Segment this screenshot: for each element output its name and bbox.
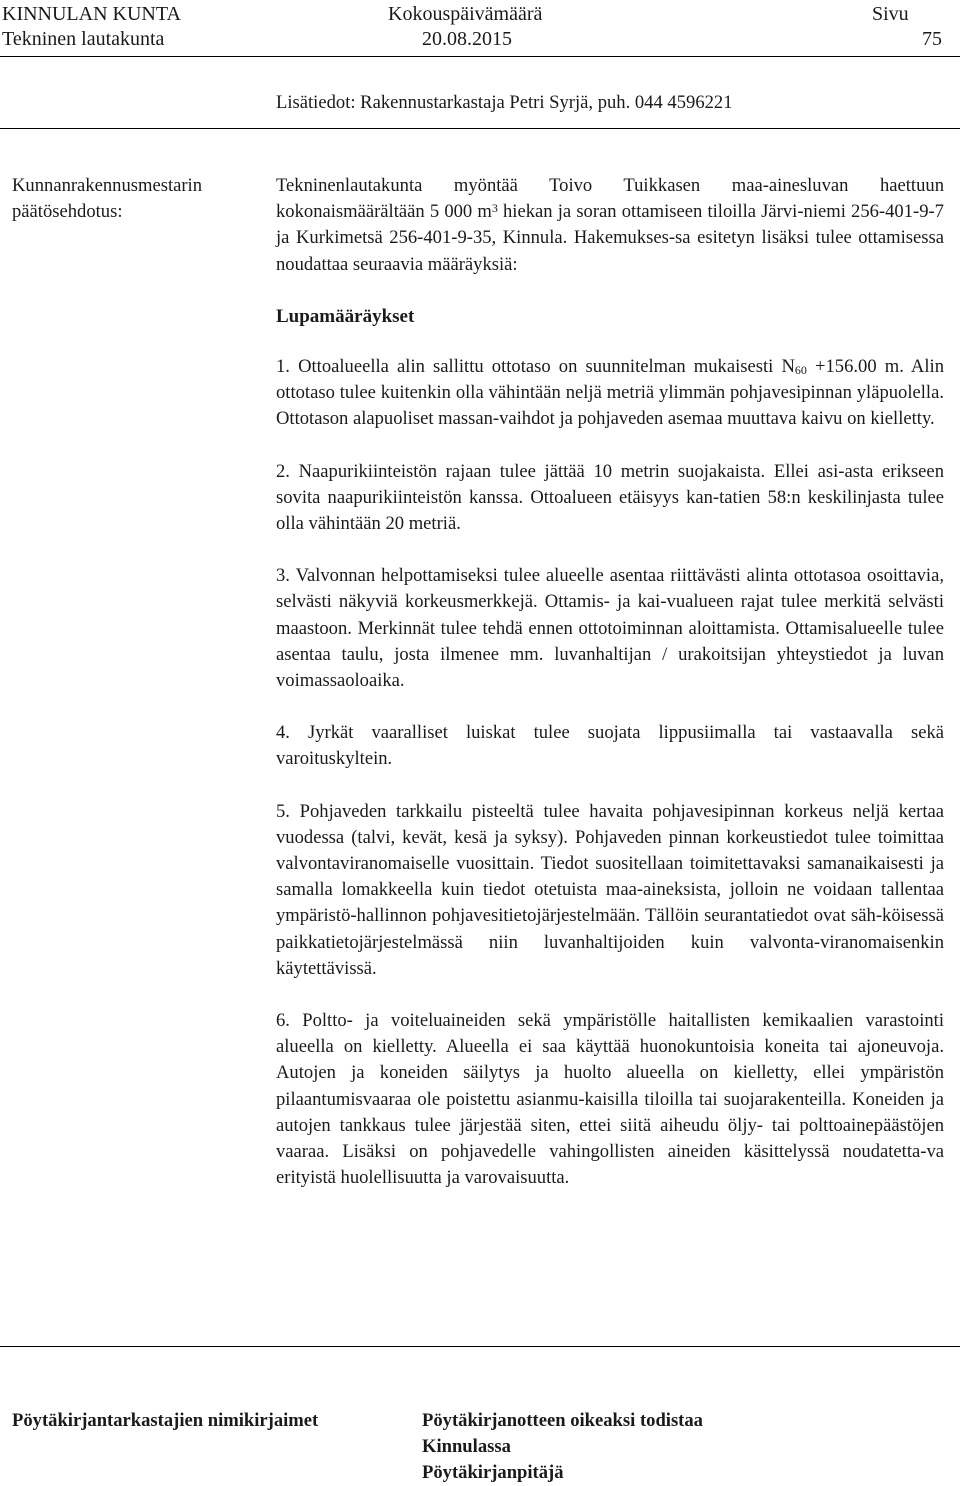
permit-conditions-heading: Lupamääräykset [276, 305, 415, 327]
info-divider [0, 128, 960, 129]
page-label: Sivu [872, 3, 909, 25]
board-name: Tekninen lautakunta [2, 28, 165, 50]
condition-5: 5. Pohjaveden tarkkailu pisteeltä tulee havaita pohjavesipinnan korkeus neljä kertaa vuodessa (talvi, kevät, kesä ja syksy). Pohjaveden pinnan korkeustiedot tulee toimittaa valvontaviranomaiselle vuosittain. Tiedot suositellaan toimitettavaksi samanaikaisesti ja samalla lomakkeella kuin tiedot otetuista maa-aineksista, jolloin ne voidaan tallentaa ympäristö-hallinnon pohjavesitietojärjestelmään. Tällöin seurantatiedot ovat säh-köisessä paikkatietojärjestelmässä niin luvanhaltijoiden kuin valvonta-viranomaisenkin käytettävissä. [276, 800, 944, 979]
certification-line: Pöytäkirjanotteen oikeaksi todistaa [422, 1410, 703, 1431]
condition-3: 3. Valvonnan helpottamiseksi tulee alueelle asentaa riittävästi alinta ottotasoa osoittavia, selvästi näkyviä korkeusmerkkejä. Ottamis- ja kai-vualueen rajat tulee merkitä selvästi maastoon. Merkinnät tulee tehdä ennen ottotoiminnan aloittamista. Ottamisalueelle tulee asentaa taulu, josta ilmenee mm. luvanhaltijan / urakoitsijan yhteystiedot ja luvan voimassaoloaika. [276, 565, 944, 692]
reviewers-initials-label: Pöytäkirjantarkastajien nimikirjaimet [12, 1410, 319, 1431]
page-number: 75 [922, 28, 942, 50]
info-line: Lisätiedot: Rakennustarkastaja Petri Syrjä, puh. 044 4596221 [276, 92, 733, 113]
date-label: Kokouspäivämäärä [388, 3, 543, 25]
condition-4: 4. Jyrkät vaaralliset luiskat tulee suojata lippusiimalla tai vastaavalla sekä varoituskyltein. [276, 722, 944, 770]
certification-block [422, 1408, 703, 1486]
proposal-body [276, 173, 944, 1192]
proposal-intro: Tekninenlautakunta myöntää Toivo Tuikkasen maa-ainesluvan haettuun kokonaismäärältään 5 000 $m^3$ hiekan ja soran ottamiseen tiloilla Järvi-niemi 256-401-9-7 ja Kurkimetsä 256-401-9-35, Kinnula. Hakemukses-sa esitetyn lisäksi tulee ottamisessa noudattaa seuraavia määräyksiä: [276, 175, 944, 275]
proposal-label-line2: päätösehdotus: [12, 201, 123, 223]
header-divider [0, 56, 960, 57]
body-divider [0, 1346, 960, 1347]
certification-signer: Pöytäkirjanpitäjä [422, 1462, 564, 1483]
condition-1: 1. Ottoalueella alin sallittu ottotaso on suunnitelman mukaisesti N60 +156.00 m. Alin ottotaso tulee kuitenkin olla vähintään neljä metriä ylimmän pohjavesipinnan yläpuolella. Ottotason alapuoliset massan-vaihdot ja pohjaveden asemaa muuttava kaivu on kielletty. [276, 356, 944, 430]
proposal-label-line1: Kunnanrakennusmestarin [12, 175, 203, 196]
org-name: KINNULAN KUNTA [2, 3, 181, 25]
condition-6: 6. Poltto- ja voiteluaineiden sekä ympäristölle haitallisten kemikaalien varastointi alueella on kielletty. Alueella ei saa käyttää huonokuntoisia koneita tai ajoneuvoja. Autojen ja koneiden säilytys ja huolto alueella on kielletty, ellei ympäristön pilaantumisvaaraa ole poistettu asianmu-kaisilla tiloilla tai suojarakenteilla. Koneiden ja autojen tankkaus tulee järjestää siten, ettei siitä aiheudu öljy- tai polttoainepäästöjen vaaraa. Lisäksi on pohjavedelle vahingollisten aineiden käsittelyssä noudatetta-va erityistä huolellisuutta ja varovaisuutta. [276, 1010, 944, 1189]
condition-2: 2. Naapurikiinteistön rajaan tulee jättää 10 metrin suojakaista. Ellei asi-asta erikseen sovita naapurikiinteistön kanssa. Ottoalueen etäisyys kan-tatien 58:n keskilinjasta tulee olla vähintään 20 metriä. [276, 460, 944, 535]
certification-place: Kinnulassa [422, 1436, 511, 1457]
proposal-label [12, 173, 202, 225]
meeting-date: 20.08.2015 [422, 28, 512, 50]
